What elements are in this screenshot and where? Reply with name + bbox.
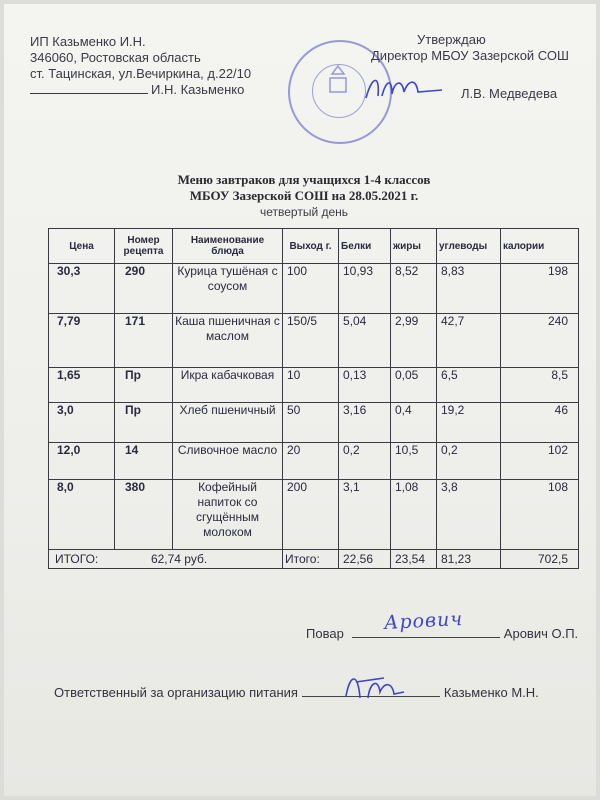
- table-total-row: [49, 550, 579, 569]
- supplier-block: [30, 34, 251, 98]
- cook-signature: Арович: [383, 607, 464, 635]
- cook-label: Повар: [306, 626, 344, 641]
- director-name: Л.В. Медведева: [461, 86, 558, 101]
- approve-label: Утверждаю: [417, 32, 486, 47]
- col-dish: Наименование блюда: [173, 229, 283, 264]
- col-kcal: калории: [501, 229, 579, 264]
- supplier-signature-line: И.Н. Казьменко: [30, 82, 251, 98]
- col-protein: Белки: [339, 229, 391, 264]
- table-row: 7,79 171 Каша пшеничная с маслом 150/5 5,04 2,99 42,7 240: [49, 314, 579, 368]
- responsible-name: Казьменко М.Н.: [443, 685, 539, 700]
- total-protein: 22,56: [339, 550, 391, 569]
- total-carbs: 81,23: [437, 550, 501, 569]
- table-header-row: [49, 229, 579, 264]
- menu-table: [48, 228, 579, 569]
- col-recipe: Номер рецепта: [115, 229, 173, 264]
- col-carbs: углеводы: [437, 229, 501, 264]
- responsible-signature-line: [54, 684, 539, 700]
- col-price: Цена: [49, 229, 115, 264]
- table-row: 8,0 380 Кофейный напиток со сгущённым молоком 200 3,1 1,08 3,8 108: [49, 480, 579, 550]
- col-yield: Выход г.: [283, 229, 339, 264]
- col-fat: жиры: [391, 229, 437, 264]
- menu-school-date: МБОУ Зазерской СОШ на 28.05.2021 г.: [189, 188, 419, 203]
- menu-title: Меню завтраков для учащихся 1-4 классов: [177, 172, 431, 187]
- responsible-label: Ответственный за организацию питания: [54, 685, 298, 700]
- table-row: 30,3 290 Курица тушёная с соусом 100 10,93 8,52 8,83 198: [49, 264, 579, 314]
- supplier-street: ст. Тацинская, ул.Вечиркина, д.22/10: [30, 66, 252, 81]
- total-label: ИТОГО:: [55, 552, 99, 566]
- total-kcal: 702,5: [501, 550, 579, 569]
- responsible-signature: [340, 668, 410, 704]
- table-row: 12,0 14 Сливочное масло 20 0,2 10,5 0,2 102: [49, 443, 579, 480]
- cook-name: Арович О.П.: [503, 626, 579, 641]
- table-row: 1,65 Пр Икра кабачковая 10 0,13 0,05 6,5 8,5: [49, 368, 579, 403]
- total-label-2: Итого:: [283, 550, 339, 569]
- director-position: Директор МБОУ Зазерской СОШ: [371, 48, 569, 63]
- menu-day: четвертый день: [259, 205, 349, 219]
- total-sum: 62,74 руб.: [150, 552, 208, 566]
- supplier-name: ИП Казьменко И.Н.: [30, 34, 146, 49]
- director-signature: [362, 68, 452, 108]
- document-sheet: [4, 4, 596, 796]
- table-row: 3,0 Пр Хлеб пшеничный 50 3,16 0,4 19,2 46: [49, 403, 579, 443]
- total-sum-cell: [49, 550, 283, 569]
- total-fat: 23,54: [391, 550, 437, 569]
- supplier-address: 346060, Ростовская область: [30, 50, 201, 65]
